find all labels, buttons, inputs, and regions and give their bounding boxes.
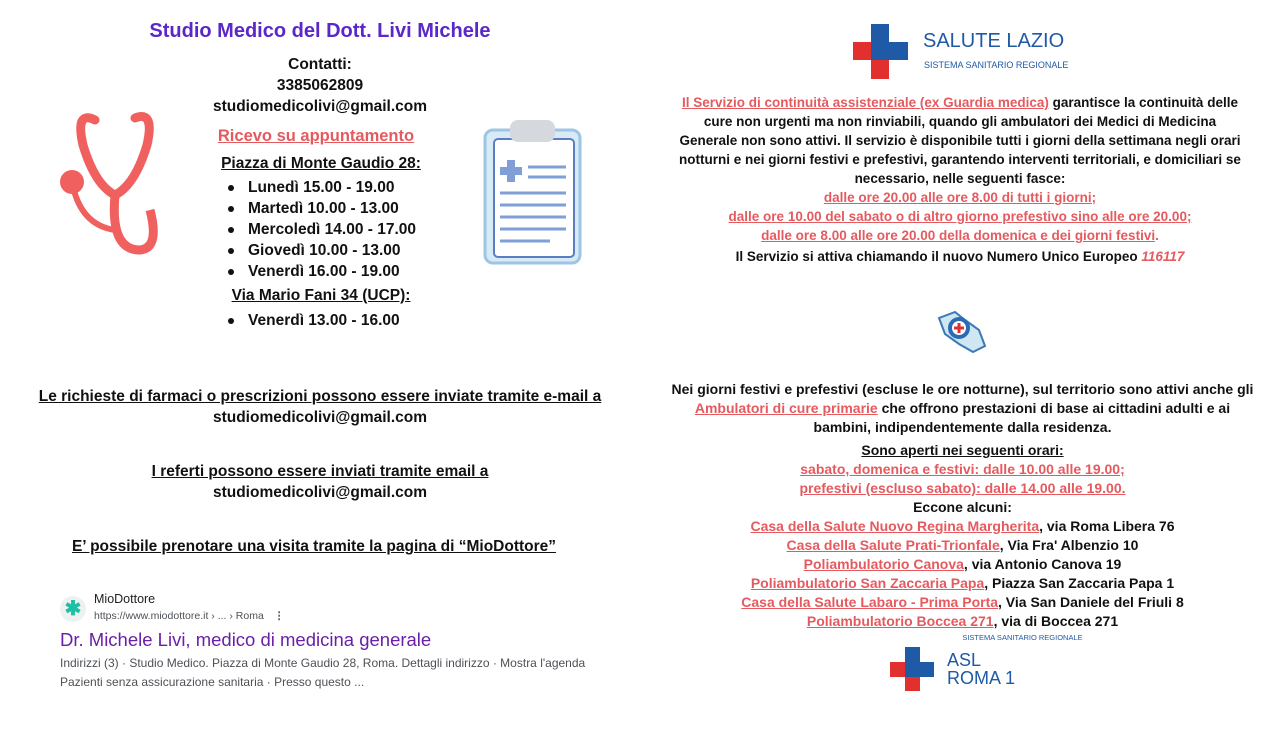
lazio-map-pin-icon <box>935 308 987 354</box>
hours-list-2 <box>226 310 400 331</box>
slot-item: dalle ore 10.00 del sabato o di altro giorno prefestivo sino alle ore 20.00; <box>728 209 1192 224</box>
result-title-link[interactable]: Dr. Michele Livi, medico di medicina generale <box>60 629 432 650</box>
asl-subtitle: SISTEMA SANITARIO REGIONALE <box>962 633 1083 642</box>
place-link[interactable]: Poliambulatorio San Zaccaria Papa <box>750 575 985 591</box>
place-link[interactable]: Casa della Salute Labaro - Prima Porta <box>741 594 999 610</box>
place-address: , via di Boccea 271 <box>993 613 1119 629</box>
place-address: , Via San Daniele del Friuli 8 <box>998 594 1184 610</box>
place-address: , via Antonio Canova 19 <box>963 556 1122 572</box>
page-title: Studio Medico del Dott. Livi Michele <box>149 20 491 42</box>
salute-lazio-cross-icon <box>853 24 908 79</box>
slot-item: dalle ore 8.00 alle ore 20.00 della domenica e dei giorni festivi <box>761 228 1156 243</box>
open-hours-item: sabato, domenica e festivi: dalle 10.00 alle 19.00; <box>800 461 1125 477</box>
asl-cross-icon <box>890 647 934 691</box>
result-url-text: https://www.miodottore.it › ... › Roma <box>94 610 264 622</box>
hours-item: Giovedì 10.00 - 13.00 <box>226 240 416 261</box>
asl-name: ASL <box>946 650 982 670</box>
place-item <box>741 612 1183 631</box>
hours-item: Martedì 10.00 - 13.00 <box>226 198 416 219</box>
place-item <box>741 593 1183 612</box>
asl-logo <box>890 647 1015 691</box>
salute-lazio-logo-text: SALUTE LAZIO <box>923 30 1065 52</box>
miodottore-logo-icon: ✱ <box>60 596 86 622</box>
slot-end: . <box>1155 228 1159 243</box>
result-snippet-1: Indirizzi (3) · Studio Medico. Piazza di Monte Gaudio 28, Roma. Dettagli indirizzo · Mostra l'agenda <box>60 656 586 670</box>
stethoscope-icon <box>55 100 170 260</box>
some-label: Eccone alcuni: <box>913 499 1012 515</box>
place-address: , Via Fra' Albenzio 10 <box>999 537 1139 553</box>
result-snippet-2: Pazienti senza assicurazione sanitaria · Presso questo ... <box>60 675 365 689</box>
prescriptions-email: studiomedicolivi@gmail.com <box>212 409 428 426</box>
festivi-text-a: Nei giorni festivi e prefestivi (escluse le ore notturne), sul territorio sono attivi anche gli <box>671 381 1254 397</box>
contacts-label: Contatti: <box>288 56 352 73</box>
reports-note <box>0 461 640 503</box>
place-address: , Piazza San Zaccaria Papa 1 <box>984 575 1175 591</box>
place-item <box>741 574 1183 593</box>
hours-item: Lunedì 15.00 - 19.00 <box>226 177 416 198</box>
place-link[interactable]: Casa della Salute Prati-Trionfale <box>786 537 1000 553</box>
slots <box>675 188 1245 245</box>
result-site: MioDottore <box>94 592 156 606</box>
hours-item: Venerdì 16.00 - 19.00 <box>226 261 416 282</box>
location-2: Via Mario Fani 34 (UCP): <box>231 287 411 304</box>
open-label: Sono aperti nei seguenti orari: <box>861 442 1064 458</box>
booking-note: E’ possibile prenotare una visita tramite la pagina di “MioDottore” <box>71 538 557 555</box>
place-address: , via Roma Libera 76 <box>1039 518 1175 534</box>
continuity-service-block <box>675 93 1245 266</box>
slot-item: dalle ore 20.00 alle ore 8.00 di tutti i giorni; <box>823 190 1097 205</box>
open-hours-item: prefestivi (escluso sabato): dalle 14.00 alle 19.00. <box>799 480 1126 496</box>
primary-care-link[interactable]: Ambulatori di cure primarie <box>694 400 878 416</box>
place-link[interactable]: Casa della Salute Nuovo Regina Margherita <box>750 518 1040 534</box>
salute-lazio-subtitle: SISTEMA SANITARIO REGIONALE <box>924 60 1069 70</box>
festivi-text-b: che offrono prestazioni di base ai cittadini adulti e ai bambini, indipendentemente dalla residenza. <box>813 400 1231 435</box>
hours-item: Mercoledì 14.00 - 17.00 <box>226 219 416 240</box>
call-text: Il Servizio si attiva chiamando il nuovo Numero Unico Europeo <box>735 249 1142 264</box>
appointment-note: Ricevo su appuntamento <box>217 127 415 145</box>
prescriptions-text: Le richieste di farmaci o prescrizioni possono essere inviate tramite e-mail a <box>38 388 602 405</box>
primary-care-block <box>665 380 1260 437</box>
place-item <box>741 536 1183 555</box>
asl-name-roma: ROMA 1 <box>946 668 1016 688</box>
service-link[interactable]: Il Servizio di continuità assistenziale (ex Guardia medica) <box>682 95 1049 110</box>
opening-hours <box>741 441 1183 631</box>
reports-text: I referti possono essere inviati tramite email a <box>151 463 489 480</box>
phone: 3385062809 <box>276 77 364 94</box>
right-bottom-column <box>665 380 1260 691</box>
more-options-icon[interactable]: ⋮ <box>273 610 285 622</box>
email: studiomedicolivi@gmail.com <box>212 98 428 115</box>
clipboard-icon <box>480 115 585 267</box>
place-item <box>741 517 1183 536</box>
location-1: Piazza di Monte Gaudio 28: <box>221 155 421 172</box>
place-item <box>741 555 1183 574</box>
hours-list-1 <box>226 177 416 282</box>
result-url <box>94 610 284 622</box>
service-text: garantisce la continuità delle cure non urgenti ma non rinviabili, quando gli ambulatori dei Medici di Medicina Generale non sono attivi. Il servizio è disponibile tutti i giorni della settimana negli orari notturni e nei giorni festivi e prefestivi, garantendo interventi territoriali, e domiciliari se necessario, nelle seguenti fasce: <box>679 95 1241 186</box>
prescriptions-note <box>0 386 640 428</box>
call-number[interactable]: 116117 <box>1141 249 1185 264</box>
place-link[interactable]: Poliambulatorio Canova <box>803 556 964 572</box>
hours-item: Venerdì 13.00 - 16.00 <box>226 310 400 331</box>
reports-email: studiomedicolivi@gmail.com <box>212 484 428 501</box>
place-link[interactable]: Poliambulatorio Boccea 271 <box>806 613 994 629</box>
asl-logo-text <box>947 651 1015 687</box>
